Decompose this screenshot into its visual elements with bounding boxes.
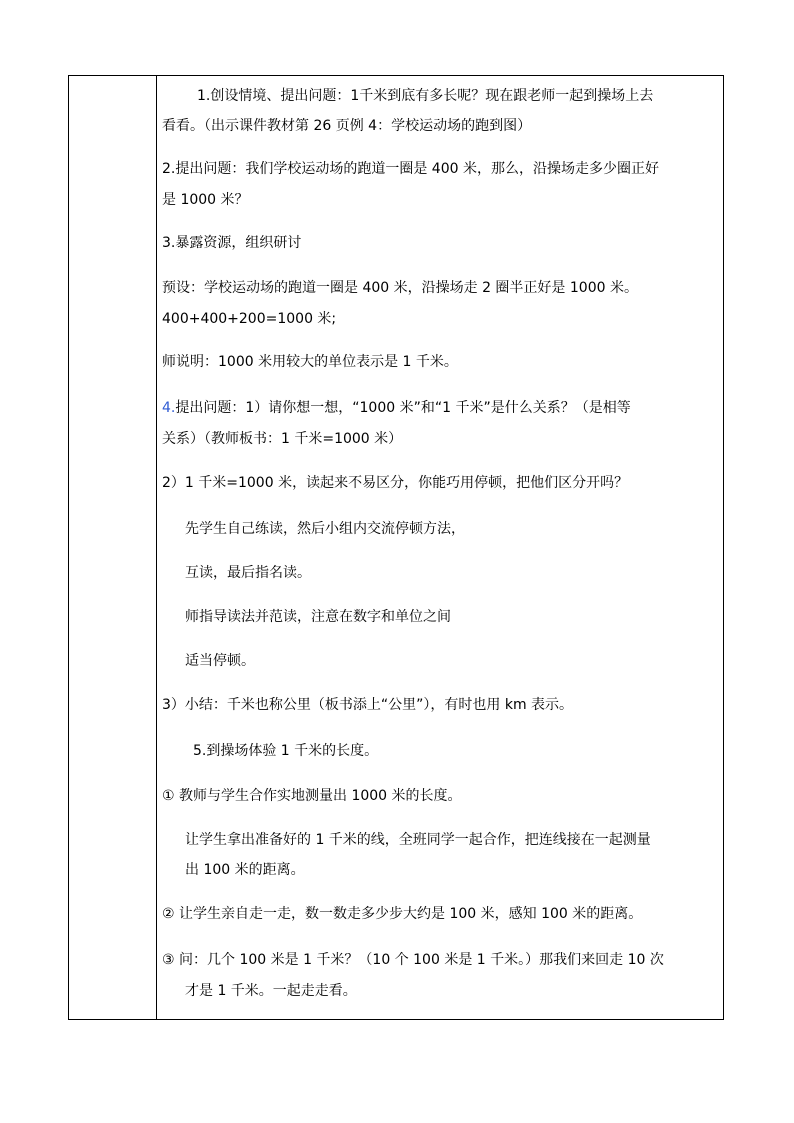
text-line-5: 3.暴露资源，组织研讨 (162, 235, 302, 251)
text-line-18: ① 教师与学生合作实地测量出 1000 米的长度。 (162, 788, 462, 804)
text-line-7: 400+400+200=1000 米; (162, 311, 337, 327)
text-line-12: 先学生自己练读，然后小组内交流停顿方法， (185, 521, 465, 537)
text-line-21: ② 让学生亲自走一走，数一数走多少步大约是 100 米，感知 100 米的距离。 (162, 906, 643, 922)
text-line-16: 3）小结：千米也称公里（板书添上“公里”），有时也用 km 表示。 (162, 697, 574, 713)
text-line-4: 是 1000 米？ (162, 192, 249, 208)
content-cell (157, 76, 723, 1019)
blue-item-number: 4. (162, 400, 176, 416)
text-line-3: 2.提出问题：我们学校运动场的跑道一圈是 400 米，那么，沿操场走多少圈正好 (162, 161, 659, 177)
text-line-22: ③ 问：几个 100 米是 1 千米？（10 个 100 米是 1 千米。）那我们来回走 10 次 (162, 952, 664, 968)
text-line-14: 师指导读法并范读，注意在数字和单位之间 (185, 609, 451, 625)
text-line-13: 互读，最后指名读。 (185, 565, 311, 581)
text-line-11: 2）1 千米=1000 米，读起来不易区分，你能巧用停顿，把他们区分开吗？ (162, 475, 629, 491)
text-line-2: 看看。（出示课件教材第 26 页例 4：学校运动场的跑到图） (162, 118, 532, 134)
text-line-20: 出 100 米的距离。 (185, 862, 305, 878)
text-line-9-body: 提出问题：1）请你想一想，“1000 米”和“1 千米”是什么关系？（是相等 (175, 400, 631, 416)
text-line-1: 1.创设情境、提出问题：1千米到底有多长呢？现在跟老师一起到操场上去 (197, 88, 654, 104)
text-line-23: 才是 1 千米。一起走走看。 (185, 983, 357, 999)
text-line-6: 预设：学校运动场的跑道一圈是 400 米，沿操场走 2 圈半正好是 1000 米。 (162, 280, 638, 296)
text-line-15: 适当停顿。 (185, 653, 255, 669)
text-line-19: 让学生拿出准备好的 1 千米的线，全班同学一起合作，把连线接在一起测量 (185, 832, 651, 848)
text-line-17: 5.到操场体验 1 千米的长度。 (193, 743, 379, 759)
text-line-9 (162, 398, 631, 418)
left-column-cell (69, 76, 157, 1019)
lesson-table (68, 75, 724, 1020)
text-line-8: 师说明：1000 米用较大的单位表示是 1 千米。 (162, 354, 458, 370)
text-line-10: 关系）（教师板书：1 千米=1000 米） (162, 431, 403, 447)
